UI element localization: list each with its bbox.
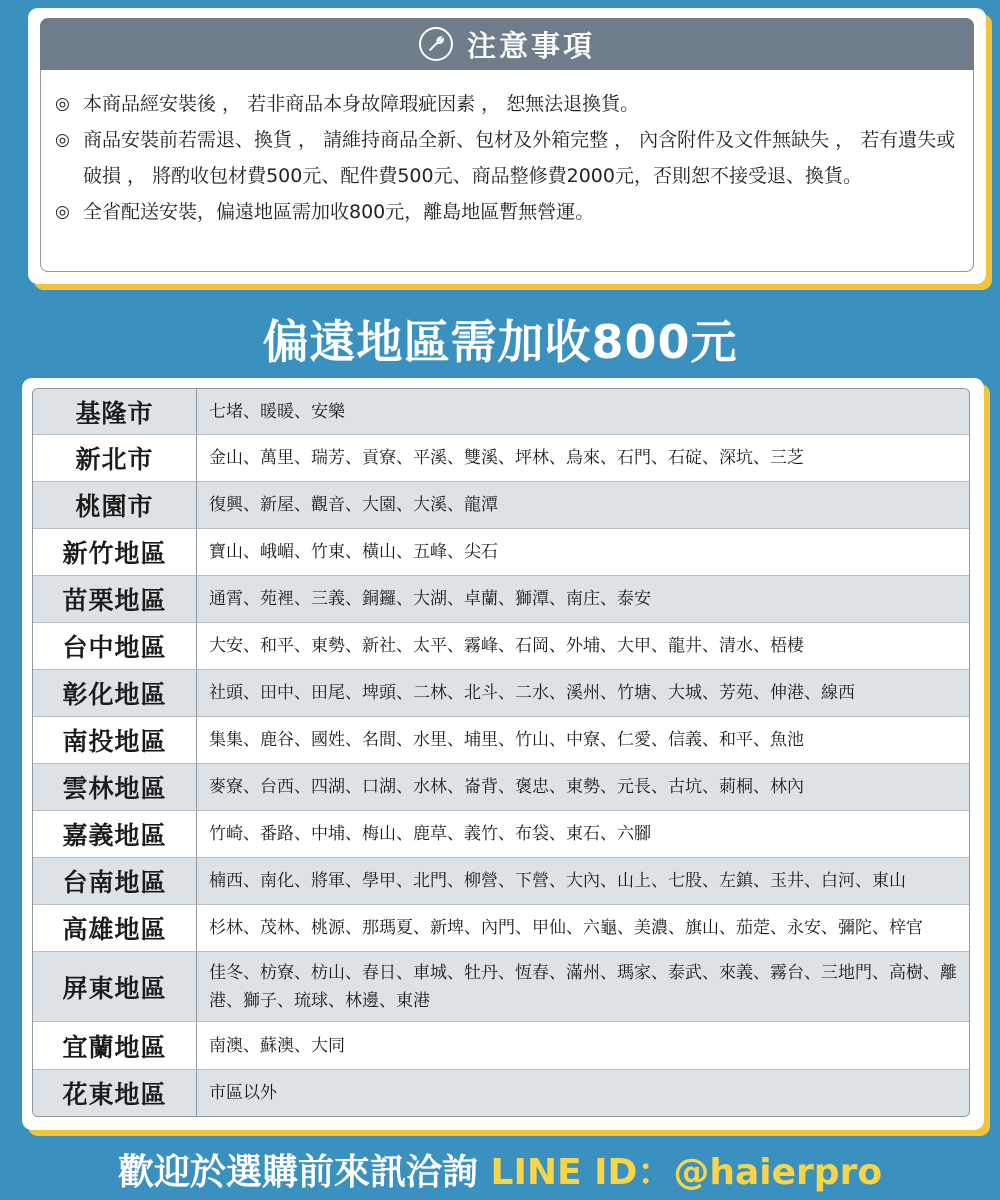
wrench-icon bbox=[419, 27, 453, 61]
region-towns: 佳冬、枋寮、枋山、春日、車城、牡丹、恆春、滿州、瑪家、泰武、來義、霧台、三地門、高樹、離港、獅子、琉球、林邊、東港 bbox=[209, 962, 957, 1011]
region-towns: 社頭、田中、田尾、埤頭、二林、北斗、二水、溪州、竹塘、大城、芳苑、伸港、線西 bbox=[209, 683, 855, 703]
region-name: 新竹地區 bbox=[33, 529, 197, 575]
region-towns: 大安、和平、東勢、新社、太平、霧峰、石岡、外埔、大甲、龍井、清水、梧棲 bbox=[209, 636, 804, 656]
surcharge-title: 偏遠地區需加收800元 bbox=[262, 315, 738, 369]
footer-contact bbox=[0, 1144, 1000, 1195]
table-row bbox=[33, 1022, 969, 1070]
table-row bbox=[33, 1070, 969, 1116]
region-name: 屏東地區 bbox=[33, 952, 197, 1021]
region-name: 花東地區 bbox=[33, 1070, 197, 1116]
region-towns: 通霄、苑裡、三義、銅鑼、大湖、卓蘭、獅潭、南庄、泰安 bbox=[209, 589, 651, 609]
region-towns: 寶山、峨嵋、竹東、橫山、五峰、尖石 bbox=[209, 542, 498, 562]
notice-header bbox=[40, 18, 974, 70]
region-towns: 七堵、暖暖、安樂 bbox=[209, 401, 345, 422]
region-name: 苗栗地區 bbox=[33, 576, 197, 622]
region-name: 新北市 bbox=[33, 435, 197, 481]
notice-item bbox=[55, 86, 957, 122]
table-row bbox=[33, 858, 969, 905]
region-towns: 集集、鹿谷、國姓、名間、水里、埔里、竹山、中寮、仁愛、信義、和平、魚池 bbox=[209, 730, 804, 750]
bullet-mark: ◎ bbox=[55, 94, 70, 114]
region-table-card bbox=[22, 378, 984, 1130]
region-name: 雲林地區 bbox=[33, 764, 197, 810]
table-row bbox=[33, 670, 969, 717]
region-towns: 市區以外 bbox=[209, 1083, 277, 1103]
region-name: 彰化地區 bbox=[33, 670, 197, 716]
notice-text: 全省配送安裝，偏遠地區需加收800元，離島地區暫無營運。 bbox=[83, 201, 595, 223]
region-name: 嘉義地區 bbox=[33, 811, 197, 857]
region-towns: 杉林、茂林、桃源、那瑪夏、新埤、內門、甲仙、六龜、美濃、旗山、茄萣、永安、彌陀、梓官 bbox=[209, 918, 923, 938]
region-towns: 楠西、南化、將軍、學甲、北門、柳營、下營、大內、山上、七股、左鎮、玉井、白河、東山 bbox=[209, 871, 906, 891]
table-row bbox=[33, 623, 969, 670]
region-towns: 復興、新屋、觀音、大園、大溪、龍潭 bbox=[209, 495, 498, 515]
region-name: 基隆市 bbox=[33, 389, 197, 434]
region-towns: 竹崎、番路、中埔、梅山、鹿草、義竹、布袋、東石、六腳 bbox=[209, 824, 651, 844]
notice-body bbox=[40, 70, 974, 272]
region-table bbox=[32, 388, 970, 1117]
table-row bbox=[33, 529, 969, 576]
footer-text: 歡迎於選購前來訊洽詢 bbox=[117, 1152, 478, 1193]
table-row bbox=[33, 905, 969, 952]
notice-item bbox=[55, 194, 957, 230]
notice-text: 商品安裝前若需退、換貨 ， 請維持商品全新、包材及外箱完整 ， 內含附件及文件無缺失 ， 若有遺失或破損 ， 將酌收包材費500元、配件費500元、商品整修費2000元，否則恕不接受退、換貨。 bbox=[83, 129, 956, 187]
notice-card bbox=[28, 8, 986, 284]
table-row bbox=[33, 811, 969, 858]
region-name: 桃園市 bbox=[33, 482, 197, 528]
region-name: 高雄地區 bbox=[33, 905, 197, 951]
table-row bbox=[33, 952, 969, 1022]
table-row bbox=[33, 482, 969, 529]
notice-title: 注意事項 bbox=[466, 28, 595, 63]
region-name: 台中地區 bbox=[33, 623, 197, 669]
notice-text: 本商品經安裝後 ， 若非商品本身故障瑕疵因素 ， 恕無法退換貨。 bbox=[83, 93, 640, 115]
region-name: 南投地區 bbox=[33, 717, 197, 763]
table-row bbox=[33, 389, 969, 435]
region-towns: 金山、萬里、瑞芳、貢寮、平溪、雙溪、坪林、烏來、石門、石碇、深坑、三芝 bbox=[209, 448, 804, 468]
line-id: LINE ID：@haierpro bbox=[490, 1152, 883, 1193]
table-row bbox=[33, 435, 969, 482]
bullet-mark: ◎ bbox=[55, 130, 70, 150]
table-row bbox=[33, 717, 969, 764]
region-towns: 南澳、蘇澳、大同 bbox=[209, 1035, 345, 1056]
region-name: 宜蘭地區 bbox=[33, 1022, 197, 1069]
region-name: 台南地區 bbox=[33, 858, 197, 904]
bullet-mark: ◎ bbox=[55, 202, 70, 222]
notice-item bbox=[55, 122, 957, 194]
table-row bbox=[33, 576, 969, 623]
region-towns: 麥寮、台西、四湖、口湖、水林、崙背、褒忠、東勢、元長、古坑、莿桐、林內 bbox=[209, 777, 804, 797]
table-row bbox=[33, 764, 969, 811]
